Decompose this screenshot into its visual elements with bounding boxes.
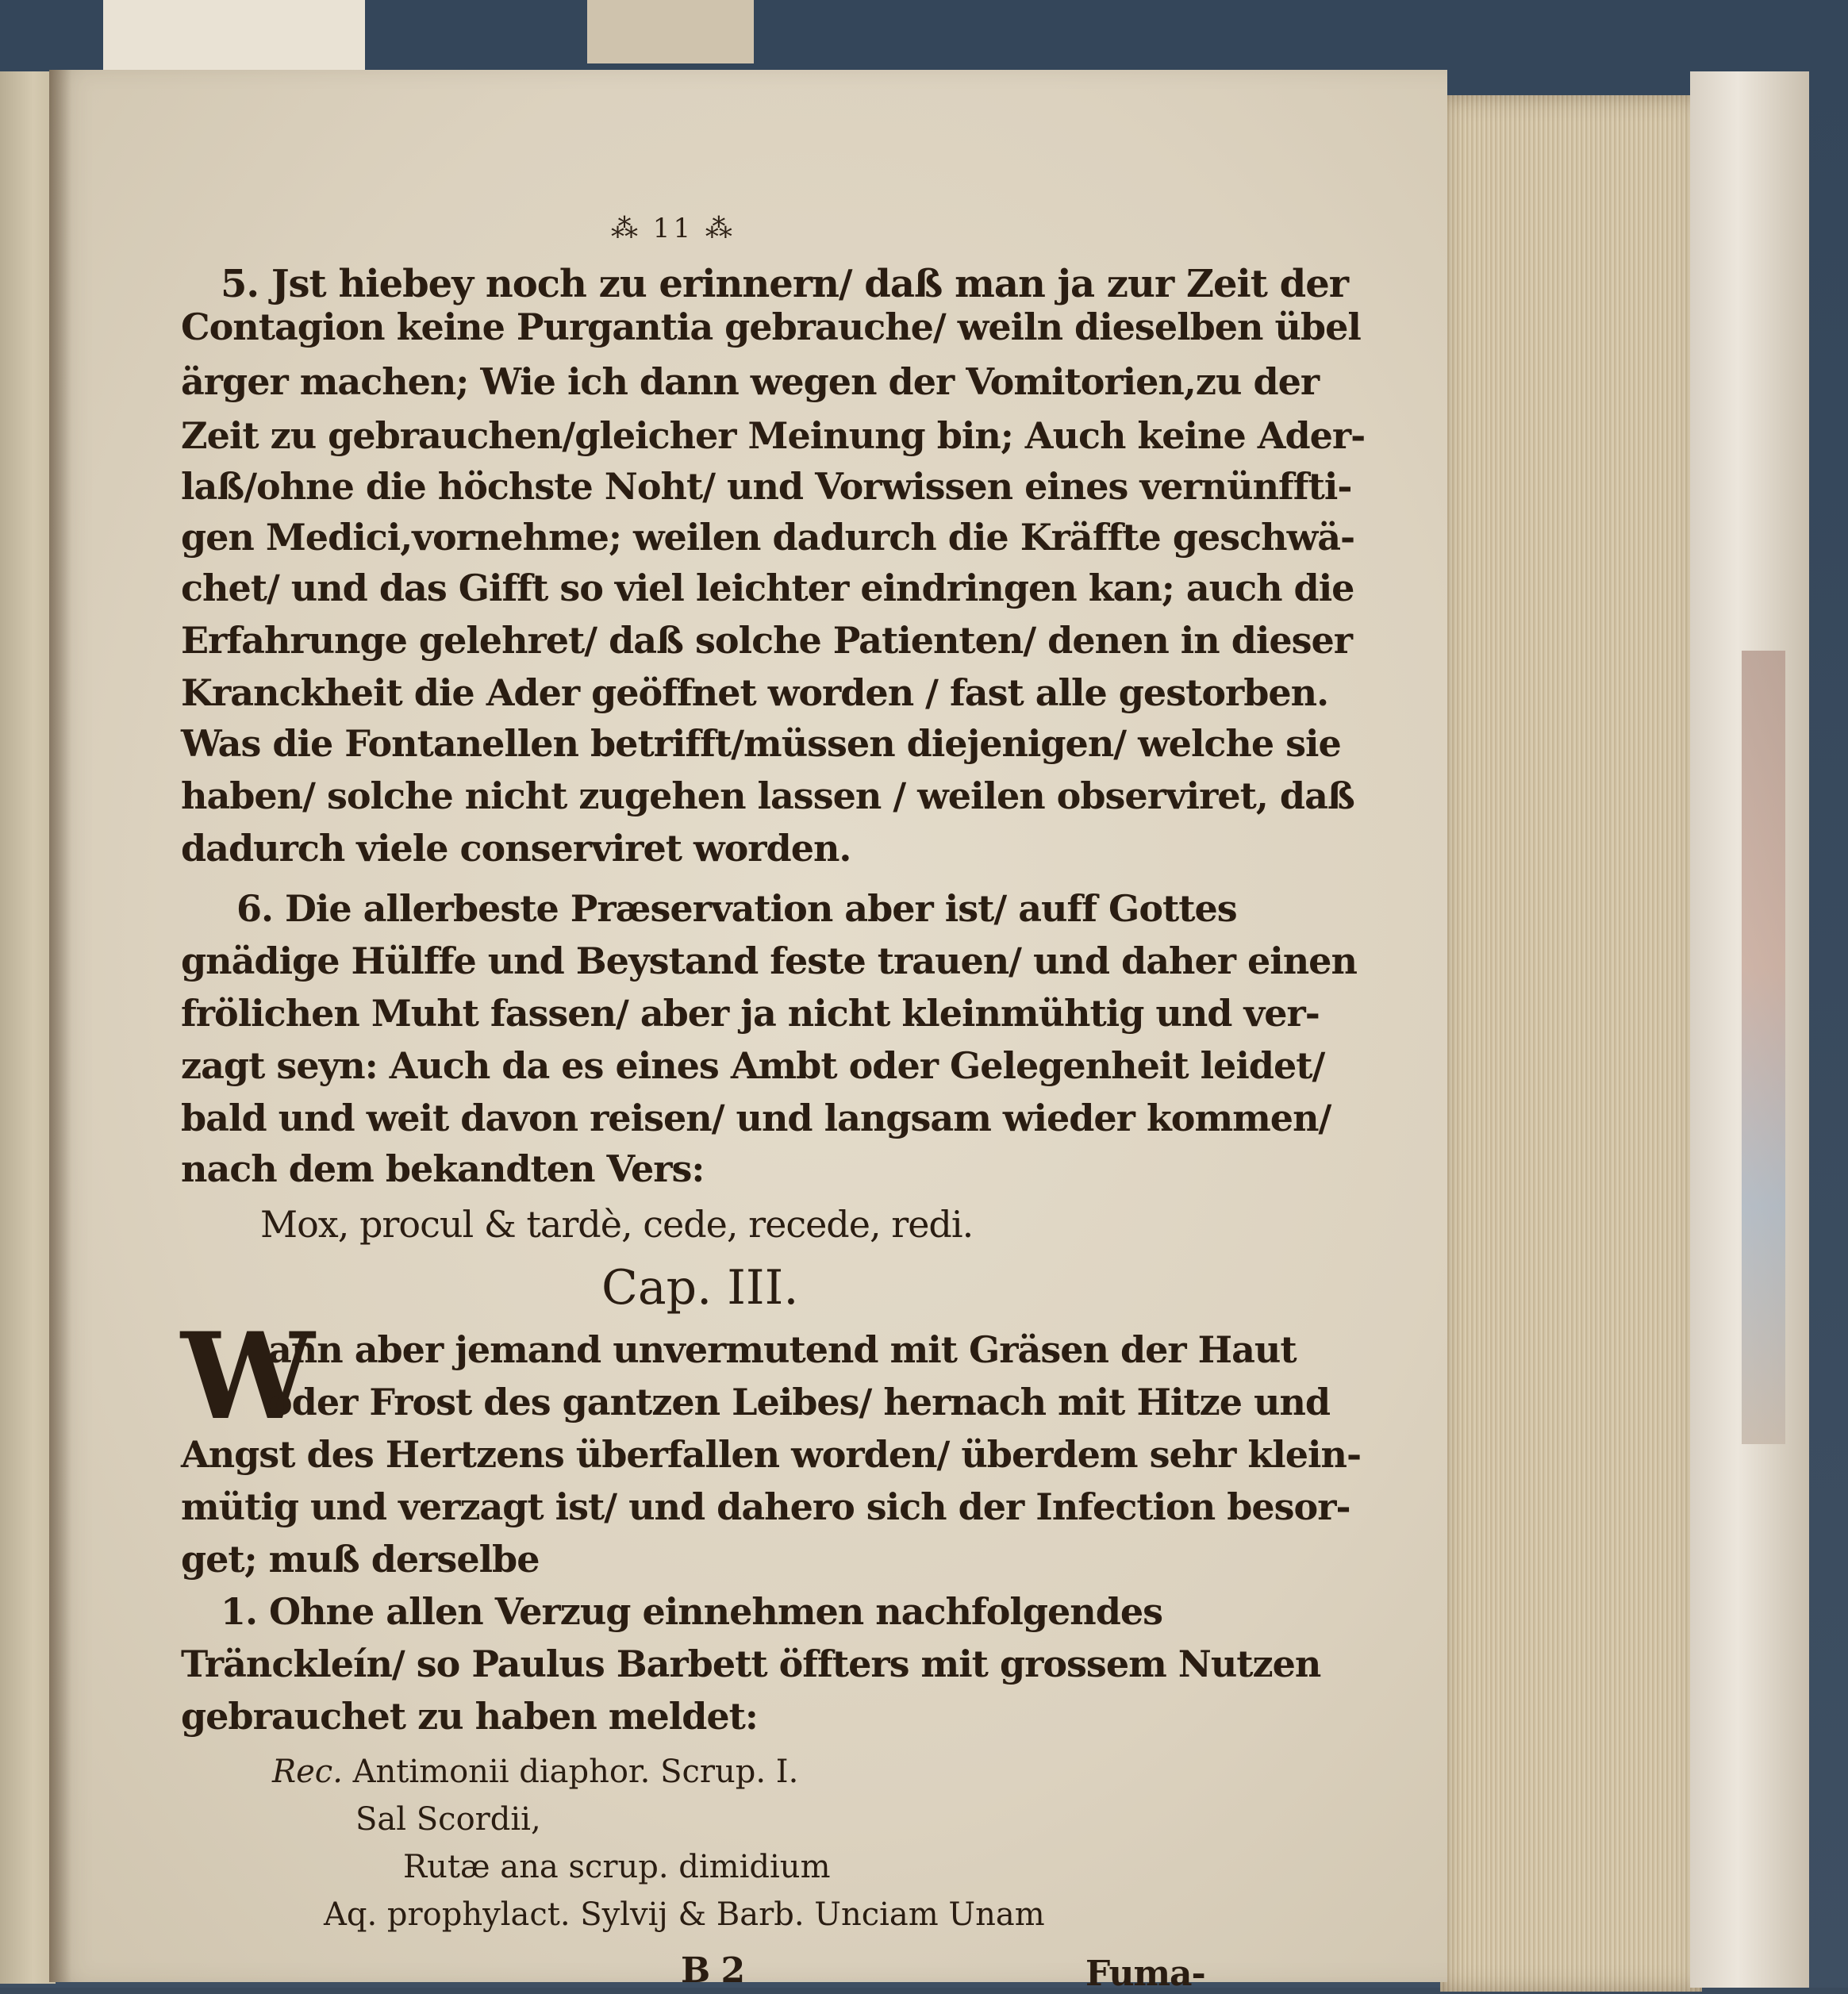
text-line: Contagion keine Purgantia gebrauche/ weiln dieselben übel bbox=[181, 305, 1361, 348]
previous-page-edge bbox=[0, 71, 56, 1984]
text-line: Erfahrunge gelehret/ daß solche Patienten/ denen in dieser bbox=[181, 619, 1353, 662]
text-line: gnädige Hülffe und Beystand feste trauen/ und daher einen bbox=[181, 939, 1357, 982]
text-line: gen Medici,vornehme; weilen dadurch die Kräffte geschwä- bbox=[181, 516, 1355, 559]
text-line: Angst des Hertzens überfallen worden/ überdem sehr klein- bbox=[181, 1433, 1362, 1476]
text-line: nach dem bekandten Vers: bbox=[181, 1147, 705, 1190]
page-gutter-shadow bbox=[49, 70, 71, 1982]
text-line: oder Frost des gantzen Leibes/ hernach mit Hitze und bbox=[268, 1381, 1331, 1423]
running-head: ⁂ 11 ⁂ bbox=[611, 213, 736, 244]
recipe-line: Aq. prophylact. Sylvij & Barb. Unciam Unam bbox=[324, 1896, 1045, 1933]
text-line: mütig und verzagt ist/ und dahero sich der Infection besor- bbox=[181, 1485, 1350, 1528]
text-line: ärger machen; Wie ich dann wegen der Vomitorien,zu der bbox=[181, 360, 1320, 403]
signature-mark: B 2 bbox=[681, 1950, 745, 1991]
chapter-heading: Cap. III. bbox=[601, 1260, 799, 1316]
drop-capital: W bbox=[181, 1307, 315, 1447]
text-line: dadurch viele conserviret worden. bbox=[181, 827, 851, 870]
text-line: haben/ solche nicht zugehen lassen / weilen observiret, daß bbox=[181, 774, 1354, 817]
binding-marbling bbox=[1742, 651, 1785, 1444]
text-line: ann aber jemand unvermutend mit Gräsen der Haut bbox=[268, 1328, 1297, 1371]
paper-fragment bbox=[103, 0, 365, 75]
text-line: 6. Die allerbeste Præservation aber ist/ auff Gottes bbox=[236, 887, 1237, 930]
page-block-edge bbox=[1440, 95, 1702, 1992]
text-line: zagt seyn: Auch da es eines Ambt oder Gelegenheit leidet/ bbox=[181, 1044, 1325, 1087]
text-line: Was die Fontanellen betrifft/müssen diejenigen/ welche sie bbox=[181, 722, 1341, 765]
latin-verse: Mox, procul & tardè, cede, recede, redi. bbox=[260, 1203, 974, 1246]
recipe-line bbox=[272, 1754, 798, 1790]
text-line: frölichen Muht fassen/ aber ja nicht kleinmühtig und ver- bbox=[181, 992, 1320, 1035]
text-line: laß/ohne die höchste Noht/ und Vorwissen eines vernünffti- bbox=[181, 465, 1352, 508]
text-line: get; muß derselbe bbox=[181, 1538, 540, 1581]
text-line: Kranckheit die Ader geöffnet worden / fast alle gestorben. bbox=[181, 671, 1329, 714]
recipe-line: Sal Scordii, bbox=[355, 1801, 541, 1838]
text-line: Tränckleín/ so Paulus Barbett öffters mit grossem Nutzen bbox=[181, 1642, 1321, 1685]
recipe-line: Rutæ ana scrup. dimidium bbox=[403, 1849, 831, 1885]
text-line: gebrauchet zu haben meldet: bbox=[181, 1695, 758, 1738]
text-line: bald und weit davon reisen/ und langsam wieder kommen/ bbox=[181, 1097, 1331, 1139]
text-line: 5. Jst hiebey noch zu erinnern/ daß man ja zur Zeit der bbox=[221, 262, 1349, 306]
text-line: 1. Ohne allen Verzug einnehmen nachfolgendes bbox=[221, 1590, 1163, 1633]
catchword: Fuma- bbox=[1085, 1954, 1205, 1994]
recipe-text: Antimonii diaphor. Scrup. I. bbox=[352, 1754, 799, 1790]
text-line: chet/ und das Gifft so viel leichter eindringen kan; auch die bbox=[181, 567, 1354, 609]
paper-fragment bbox=[587, 0, 754, 63]
recipe-label: Rec. bbox=[272, 1754, 343, 1790]
text-line: Zeit zu gebrauchen/gleicher Meinung bin; Auch keine Ader- bbox=[181, 414, 1366, 457]
